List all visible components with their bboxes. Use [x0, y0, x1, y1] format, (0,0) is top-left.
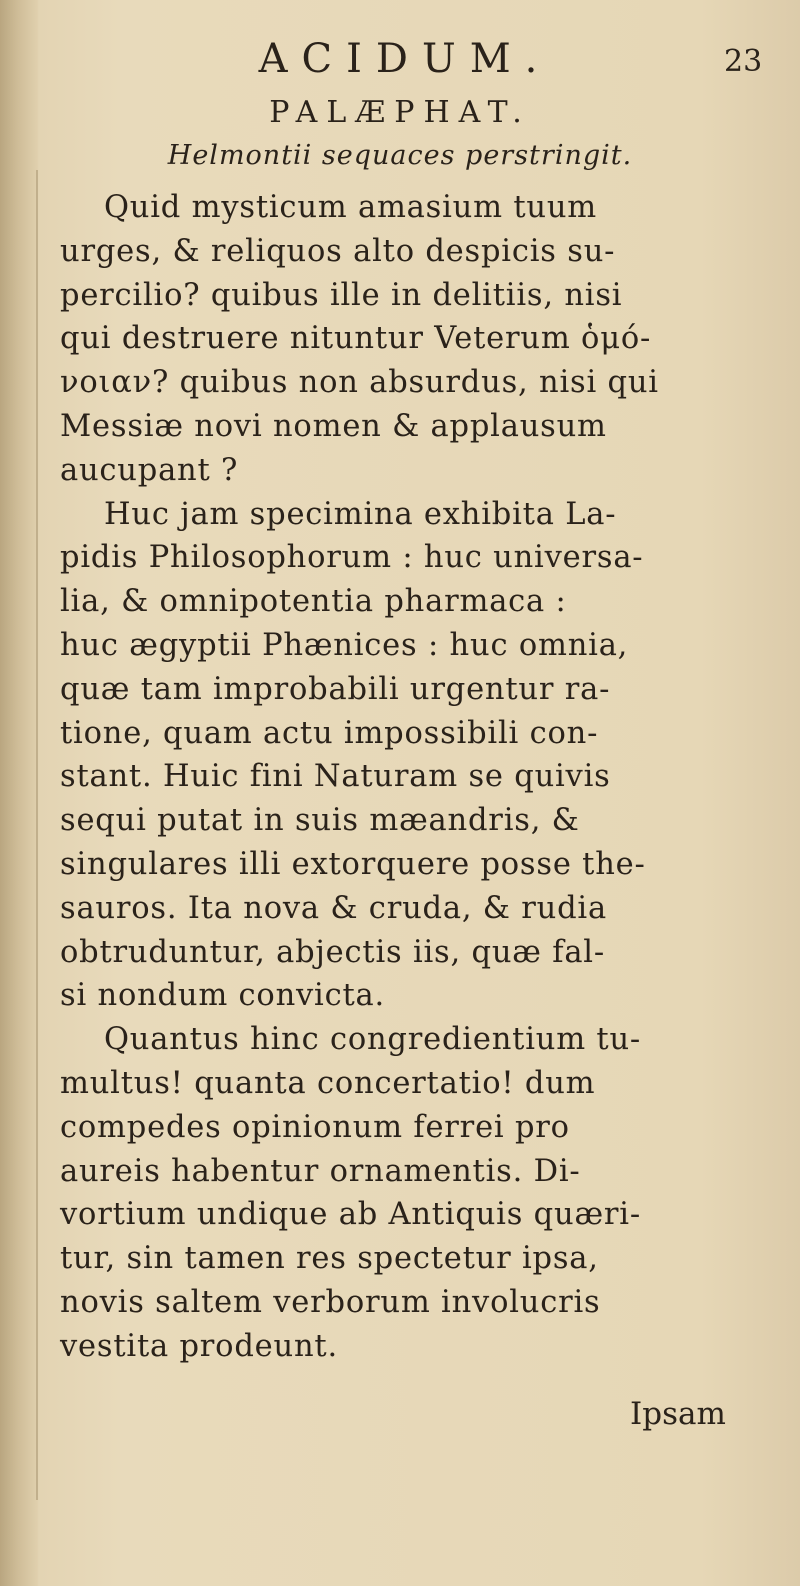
text-line: tione, quam actu impossibili con- [60, 715, 599, 751]
text-line: obtruduntur, abjectis iis, quæ fal- [60, 934, 605, 970]
body-text [60, 186, 750, 1369]
text-line: stant. Huic fini Naturam se quivis [60, 759, 611, 795]
text-line: compedes opinionum ferrei pro [60, 1109, 570, 1145]
catchword: Ipsam [630, 1396, 726, 1432]
text-line: percilio? quibus ille in delitiis, nisi [60, 277, 623, 313]
text-line: sauros. Ita nova & cruda, & rudia [60, 890, 607, 926]
text-line: Quantus hinc congredientium tu- [104, 1022, 642, 1058]
text-line: urges, & reliquos alto despicis su- [60, 233, 616, 269]
text-line: pidis Philosophorum : huc universa- [60, 540, 644, 576]
text-line: aucupant ? [60, 452, 239, 488]
text-line: lia, & omnipotentia pharmaca : [60, 584, 567, 620]
text-line: tur, sin tamen res spectetur ipsa, [60, 1241, 599, 1277]
text-line: multus! quanta concertatio! dum [60, 1065, 596, 1101]
text-line: vestita prodeunt. [60, 1328, 338, 1364]
text-line: νοιαν? quibus non absurdus, nisi qui [60, 365, 659, 401]
text-line: novis saltem verborum involucris [60, 1284, 601, 1320]
running-head [0, 36, 800, 82]
text-line: Huc jam specimina exhibita La- [104, 496, 617, 532]
text-line: sequi putat in suis mæandris, & [60, 803, 580, 839]
text-line: Quid mysticum amasium tuum [104, 190, 597, 225]
text-line: singulares illi extorquere posse the- [60, 846, 646, 882]
section-subtitle: Helmontii sequaces perstringit. [167, 140, 633, 171]
text-line: qui destruere nituntur Veterum ὁμό- [60, 321, 652, 357]
text-line: quæ tam improbabili urgentur ra- [60, 671, 611, 707]
section-title: PALÆPHAT. [269, 95, 531, 130]
text-line: vortium undique ab Antiquis quæri- [60, 1197, 641, 1233]
page-number: 23 [724, 44, 763, 79]
running-head-text: ACIDUM. [258, 36, 552, 82]
text-line: huc ægyptii Phænices : huc omnia, [60, 627, 629, 663]
binding-shadow [36, 170, 38, 1500]
text-line: aureis habentur ornamentis. Di- [60, 1153, 581, 1189]
text-line: Messiæ novi nomen & applausum [60, 408, 607, 444]
text-line: si nondum convicta. [60, 978, 386, 1014]
page-gutter [0, 0, 38, 1586]
